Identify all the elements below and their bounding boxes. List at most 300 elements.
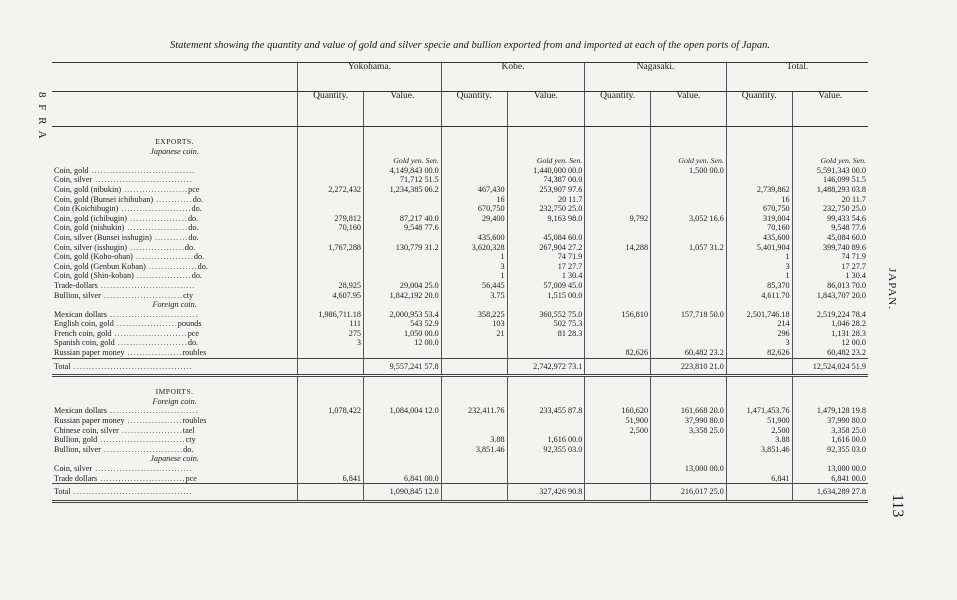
blank-cell bbox=[507, 300, 585, 310]
row-label-text: English coin, gold bbox=[54, 319, 114, 329]
quantity-cell bbox=[441, 175, 507, 185]
quantity-cell: 1,986,711.18 bbox=[298, 310, 364, 320]
row-label-text: Chinese coin, silver bbox=[54, 425, 119, 435]
table-row bbox=[52, 338, 868, 348]
quantity-cell bbox=[298, 426, 364, 436]
quantity-cell: 3,851.46 bbox=[441, 445, 507, 455]
row-unit: do. bbox=[191, 204, 202, 214]
value-cell: 1,050 00.0 bbox=[364, 329, 442, 339]
quantity-cell bbox=[585, 271, 651, 281]
blank-cell bbox=[298, 127, 364, 147]
value-cell: 13,000 00.0 bbox=[792, 464, 868, 474]
quantity-cell bbox=[585, 185, 651, 195]
quantity-cell bbox=[298, 195, 364, 205]
blank-cell bbox=[726, 156, 792, 166]
quantity-cell bbox=[441, 416, 507, 426]
value-cell bbox=[651, 262, 727, 272]
leader-dots: ........................ bbox=[111, 328, 188, 338]
quantity-header: Quantity. bbox=[441, 92, 507, 127]
value-cell: 216,017 25.0 bbox=[651, 484, 727, 502]
row-label bbox=[52, 166, 298, 176]
blank-cell bbox=[298, 454, 364, 464]
quantity-cell: 1 bbox=[441, 271, 507, 281]
leader-dots: ........... bbox=[151, 232, 189, 242]
value-cell: 37,990 80.0 bbox=[651, 416, 727, 426]
value-cell: 60,482 23.2 bbox=[792, 348, 868, 358]
row-label bbox=[52, 464, 298, 474]
unit-label: Gold yen. Sen. bbox=[507, 156, 585, 166]
row-label bbox=[52, 262, 298, 272]
table-row bbox=[52, 426, 868, 436]
row-label bbox=[52, 426, 298, 436]
quantity-cell bbox=[298, 204, 364, 214]
value-cell: 9,163 98.0 bbox=[507, 214, 585, 224]
value-cell: 157,718 50.0 bbox=[651, 310, 727, 320]
value-cell: 3,358 25.0 bbox=[651, 426, 727, 436]
value-cell: 12 00.0 bbox=[792, 338, 868, 348]
value-cell bbox=[507, 416, 585, 426]
quantity-cell bbox=[298, 252, 364, 262]
value-cell bbox=[364, 204, 442, 214]
blank-cell bbox=[651, 147, 727, 157]
row-label bbox=[52, 185, 298, 195]
row-unit: do. bbox=[197, 261, 208, 271]
row-unit: roubles bbox=[182, 416, 207, 426]
quantity-cell bbox=[585, 262, 651, 272]
quantity-cell: 3.88 bbox=[441, 435, 507, 445]
exports-foreign-coin-heading: Foreign coin. bbox=[152, 300, 197, 310]
quantity-cell bbox=[441, 484, 507, 502]
table-row bbox=[52, 175, 868, 185]
quantity-cell: 3 bbox=[298, 338, 364, 348]
value-cell bbox=[651, 252, 727, 262]
table-row bbox=[52, 319, 868, 329]
row-label-text: Coin (Koichibugin) bbox=[54, 204, 119, 214]
quantity-cell: 14,288 bbox=[585, 243, 651, 253]
value-cell bbox=[651, 474, 727, 484]
table-row bbox=[52, 310, 868, 320]
quantity-cell bbox=[585, 319, 651, 329]
value-cell bbox=[651, 281, 727, 291]
row-unit: do. bbox=[188, 232, 199, 242]
blank-cell bbox=[364, 376, 442, 397]
row-label-text: Coin, gold (nibukin) bbox=[54, 184, 122, 194]
blank-cell bbox=[298, 300, 364, 310]
value-cell bbox=[507, 348, 585, 358]
quantity-cell bbox=[726, 166, 792, 176]
quantity-cell: 3,620,328 bbox=[441, 243, 507, 253]
quantity-cell: 6,841 bbox=[298, 474, 364, 484]
quantity-cell: 29,400 bbox=[441, 214, 507, 224]
value-cell: 60,482 23.2 bbox=[651, 348, 727, 358]
row-label-text: Trade dollars bbox=[54, 473, 98, 483]
value-cell: 1,090,845 12.0 bbox=[364, 484, 442, 502]
value-cell bbox=[651, 329, 727, 339]
value-cell bbox=[507, 464, 585, 474]
table-row bbox=[52, 445, 868, 455]
value-cell: 5,591,343 00.0 bbox=[792, 166, 868, 176]
leader-dots: .................... bbox=[113, 319, 178, 329]
value-header: Value. bbox=[651, 92, 727, 127]
quantity-cell bbox=[585, 445, 651, 455]
row-label-text: Coin, silver bbox=[54, 175, 93, 185]
leader-dots: ....................................... bbox=[70, 487, 193, 497]
exports-total-row bbox=[52, 358, 868, 376]
quantity-header: Quantity. bbox=[585, 92, 651, 127]
blank-cell bbox=[507, 127, 585, 147]
row-label-text: Coin, gold (nishukin) bbox=[54, 223, 125, 233]
quantity-cell bbox=[585, 435, 651, 445]
leader-dots: ............................... bbox=[97, 280, 196, 290]
value-cell: 1 30.4 bbox=[792, 271, 868, 281]
value-header: Value. bbox=[364, 92, 442, 127]
value-cell bbox=[507, 474, 585, 484]
blank-cell bbox=[585, 300, 651, 310]
row-label-text: Spanish coin, gold bbox=[54, 338, 115, 348]
blank-cell bbox=[364, 397, 442, 407]
table-row bbox=[52, 185, 868, 195]
quantity-cell: 214 bbox=[726, 319, 792, 329]
quantity-cell bbox=[585, 252, 651, 262]
value-cell bbox=[364, 252, 442, 262]
leader-dots: ............................ bbox=[97, 435, 186, 445]
blank-cell bbox=[507, 147, 585, 157]
port-header-yokohama: Yokohama. bbox=[298, 63, 442, 92]
quantity-cell: 3.88 bbox=[726, 435, 792, 445]
quantity-cell bbox=[298, 166, 364, 176]
row-label-text: Russian paper money bbox=[54, 416, 125, 426]
blank-cell bbox=[441, 127, 507, 147]
value-cell: 57,009 45.0 bbox=[507, 281, 585, 291]
leader-dots: ............ bbox=[153, 194, 193, 204]
row-label bbox=[52, 214, 298, 224]
quantity-cell bbox=[585, 195, 651, 205]
quantity-cell: 156,810 bbox=[585, 310, 651, 320]
blank-cell bbox=[507, 454, 585, 464]
leader-dots: ................ bbox=[145, 261, 198, 271]
row-label-text: Coin, silver (Bunsei isshugin) bbox=[54, 232, 152, 242]
row-label-text: Coin, gold (ichibugin) bbox=[54, 213, 127, 223]
value-cell: 74,387 00.0 bbox=[507, 175, 585, 185]
value-cell: 130,779 31.2 bbox=[364, 243, 442, 253]
row-label bbox=[52, 243, 298, 253]
quantity-cell bbox=[585, 291, 651, 301]
quantity-cell bbox=[298, 271, 364, 281]
port-header-row bbox=[52, 63, 868, 92]
row-label-text: Coin, gold (Shin-koban) bbox=[54, 271, 134, 281]
value-cell: 232,750 25.0 bbox=[792, 204, 868, 214]
quantity-cell bbox=[585, 223, 651, 233]
leader-dots: ................... bbox=[127, 213, 188, 223]
table-row bbox=[52, 348, 868, 358]
value-cell: 3,358 25.0 bbox=[792, 426, 868, 436]
table-row bbox=[52, 406, 868, 416]
quantity-cell bbox=[298, 416, 364, 426]
quantity-cell bbox=[298, 348, 364, 358]
value-cell: 9,548 77.6 bbox=[364, 223, 442, 233]
leader-dots: ............................ bbox=[97, 473, 186, 483]
quantity-cell: 3 bbox=[726, 262, 792, 272]
row-label-text: Coin, gold bbox=[54, 165, 89, 175]
blank-cell bbox=[651, 127, 727, 147]
quantity-cell: 4,607.95 bbox=[298, 291, 364, 301]
table-row bbox=[52, 214, 868, 224]
row-label-text: Total bbox=[54, 487, 71, 497]
row-label bbox=[52, 195, 298, 205]
value-cell bbox=[651, 291, 727, 301]
blank-cell bbox=[792, 147, 868, 157]
quantity-cell bbox=[441, 358, 507, 376]
value-cell: 3,052 16.6 bbox=[651, 214, 727, 224]
blank-cell bbox=[507, 397, 585, 407]
blank-cell bbox=[298, 376, 364, 397]
value-cell: 2,000,953 53.4 bbox=[364, 310, 442, 320]
quantity-cell bbox=[441, 338, 507, 348]
table-row bbox=[52, 464, 868, 474]
quantity-cell: 16 bbox=[726, 195, 792, 205]
value-cell: 360,552 75.0 bbox=[507, 310, 585, 320]
row-label bbox=[52, 474, 298, 484]
row-unit: do. bbox=[191, 271, 202, 281]
value-cell: 17 27.7 bbox=[507, 262, 585, 272]
value-cell: 1,616 00.0 bbox=[792, 435, 868, 445]
quantity-cell bbox=[441, 223, 507, 233]
value-cell: 29,004 25.0 bbox=[364, 281, 442, 291]
quantity-cell: 2,272,432 bbox=[298, 185, 364, 195]
row-label bbox=[52, 319, 298, 329]
leader-dots: .................... bbox=[124, 223, 189, 233]
row-unit: do. bbox=[187, 213, 199, 223]
quantity-cell: 82,626 bbox=[726, 348, 792, 358]
value-cell: 12,524,024 51.9 bbox=[792, 358, 868, 376]
row-unit: do. bbox=[188, 223, 199, 233]
row-unit: do. bbox=[192, 194, 203, 204]
quantity-cell: 5,401,904 bbox=[726, 243, 792, 253]
label-header-blank bbox=[52, 63, 298, 92]
blank-cell bbox=[651, 376, 727, 397]
row-label-text: Coin, gold (Genbun Koban) bbox=[54, 261, 146, 271]
table-row bbox=[52, 281, 868, 291]
value-cell: 1,500 00.0 bbox=[651, 166, 727, 176]
table-row bbox=[52, 243, 868, 253]
value-cell: 223,810 21.0 bbox=[651, 358, 727, 376]
value-cell bbox=[364, 195, 442, 205]
value-cell: 20 11.7 bbox=[792, 195, 868, 205]
leader-dots: ................... bbox=[132, 252, 194, 262]
quantity-cell: 9,792 bbox=[585, 214, 651, 224]
value-cell bbox=[364, 233, 442, 243]
row-label bbox=[52, 435, 298, 445]
row-unit: roubles bbox=[182, 348, 207, 358]
blank-cell bbox=[585, 147, 651, 157]
quantity-cell: 51,900 bbox=[585, 416, 651, 426]
table-row bbox=[52, 271, 868, 281]
row-label bbox=[52, 358, 298, 376]
blank-cell bbox=[726, 454, 792, 464]
quantity-cell bbox=[298, 233, 364, 243]
value-cell bbox=[507, 338, 585, 348]
value-cell bbox=[364, 464, 442, 474]
table-row bbox=[52, 233, 868, 243]
quantity-cell bbox=[298, 484, 364, 502]
leader-dots: ................................ bbox=[92, 175, 193, 185]
value-cell: 92,355 03.0 bbox=[507, 445, 585, 455]
row-label-text: Coin, gold (Bunsei ichibuban) bbox=[54, 194, 154, 204]
value-cell bbox=[364, 262, 442, 272]
row-label-text: Russian paper money bbox=[54, 348, 125, 358]
blank-cell bbox=[726, 127, 792, 147]
blank-cell bbox=[364, 127, 442, 147]
quantity-cell: 82,626 bbox=[585, 348, 651, 358]
value-cell: 87,217 40.0 bbox=[364, 214, 442, 224]
quantity-cell bbox=[441, 166, 507, 176]
leader-dots: ............................. bbox=[106, 309, 199, 319]
quantity-cell bbox=[585, 166, 651, 176]
leader-dots: ....................................... bbox=[70, 361, 193, 371]
imports-heading: IMPORTS. bbox=[155, 387, 194, 397]
row-label bbox=[52, 348, 298, 358]
imports-foreign-coin-heading-row bbox=[52, 397, 868, 407]
row-label-text: Coin, silver bbox=[54, 464, 93, 473]
blank-cell bbox=[792, 376, 868, 397]
quantity-cell bbox=[726, 484, 792, 502]
unit-label: Gold yen. Sen. bbox=[651, 156, 727, 166]
value-cell bbox=[364, 271, 442, 281]
quantity-cell bbox=[298, 358, 364, 376]
leader-dots: .................. bbox=[124, 416, 183, 426]
value-cell: 4,149,843 00.0 bbox=[364, 166, 442, 176]
row-label bbox=[52, 291, 298, 301]
leader-dots: ................................ bbox=[92, 464, 193, 473]
row-unit: tael bbox=[182, 425, 195, 435]
value-cell: 1,234,385 06.2 bbox=[364, 185, 442, 195]
row-label-text: Bullion, gold bbox=[54, 435, 98, 445]
blank-cell bbox=[585, 397, 651, 407]
page-number: 113 bbox=[889, 494, 906, 518]
value-cell bbox=[651, 435, 727, 445]
blank-cell bbox=[441, 300, 507, 310]
quantity-cell bbox=[585, 338, 651, 348]
row-label bbox=[52, 223, 298, 233]
quantity-header: Quantity. bbox=[726, 92, 792, 127]
blank-cell bbox=[441, 147, 507, 157]
blank-cell bbox=[792, 397, 868, 407]
quantity-cell bbox=[585, 281, 651, 291]
value-cell: 12 00.0 bbox=[364, 338, 442, 348]
quantity-cell bbox=[585, 358, 651, 376]
row-label-text: French coin, gold bbox=[54, 328, 112, 338]
value-cell bbox=[364, 445, 442, 455]
row-label bbox=[52, 416, 298, 426]
quantity-cell: 51,900 bbox=[726, 416, 792, 426]
blank-cell bbox=[651, 454, 727, 464]
quantity-cell bbox=[726, 358, 792, 376]
table-row bbox=[52, 474, 868, 484]
value-cell bbox=[651, 195, 727, 205]
imports-total-row bbox=[52, 484, 868, 502]
value-cell: 86,013 70.0 bbox=[792, 281, 868, 291]
quantity-cell bbox=[298, 435, 364, 445]
column-header-row bbox=[52, 92, 868, 127]
quantity-cell bbox=[585, 233, 651, 243]
quantity-cell: 1 bbox=[726, 252, 792, 262]
exports-heading: EXPORTS. bbox=[155, 137, 194, 146]
table-row bbox=[52, 195, 868, 205]
quantity-cell: 4,611.70 bbox=[726, 291, 792, 301]
quantity-cell: 1 bbox=[441, 252, 507, 262]
blank-cell bbox=[585, 127, 651, 147]
value-cell bbox=[651, 223, 727, 233]
blank-cell bbox=[507, 376, 585, 397]
quantity-cell: 2,739,862 bbox=[726, 185, 792, 195]
row-unit: pce bbox=[188, 184, 200, 194]
blank-cell bbox=[651, 300, 727, 310]
running-head-japan: JAPAN. bbox=[886, 268, 898, 310]
quantity-cell: 435,600 bbox=[441, 233, 507, 243]
row-unit: pce bbox=[185, 473, 197, 483]
imports-heading-row bbox=[52, 376, 868, 397]
value-cell: 399,740 89.6 bbox=[792, 243, 868, 253]
value-cell: 6,841 00.0 bbox=[792, 474, 868, 484]
value-cell: 543 52.9 bbox=[364, 319, 442, 329]
quantity-cell: 670,750 bbox=[726, 204, 792, 214]
value-cell bbox=[651, 319, 727, 329]
value-cell bbox=[507, 223, 585, 233]
row-label-text: Coin, silver (isshugin) bbox=[54, 242, 128, 252]
value-cell: 327,426 90.8 bbox=[507, 484, 585, 502]
blank-cell bbox=[792, 454, 868, 464]
value-cell: 2,519,224 78.4 bbox=[792, 310, 868, 320]
imports-japanese-coin-heading: Japanese coin. bbox=[150, 454, 199, 464]
value-cell: 92,355 03.0 bbox=[792, 445, 868, 455]
row-label bbox=[52, 233, 298, 243]
row-label-text: Total bbox=[54, 361, 71, 371]
row-label bbox=[52, 252, 298, 262]
quantity-cell: 6,841 bbox=[726, 474, 792, 484]
row-unit: cty bbox=[183, 290, 194, 300]
blank-cell bbox=[298, 156, 364, 166]
quantity-cell: 16 bbox=[441, 195, 507, 205]
value-cell bbox=[507, 426, 585, 436]
value-cell: 1,634,289 27.8 bbox=[792, 484, 868, 502]
quantity-cell: 2,500 bbox=[585, 426, 651, 436]
value-cell: 45,084 60.0 bbox=[792, 233, 868, 243]
quantity-cell: 103 bbox=[441, 319, 507, 329]
quantity-cell: 319,004 bbox=[726, 214, 792, 224]
blank-cell bbox=[726, 147, 792, 157]
unit-row bbox=[52, 156, 868, 166]
quantity-cell: 85,370 bbox=[726, 281, 792, 291]
row-label bbox=[52, 406, 298, 416]
blank-cell bbox=[585, 454, 651, 464]
blank-cell bbox=[441, 397, 507, 407]
value-cell: 502 75.3 bbox=[507, 319, 585, 329]
value-cell: 1,488,293 03.8 bbox=[792, 185, 868, 195]
quantity-cell: 3.75 bbox=[441, 291, 507, 301]
statement-table bbox=[52, 62, 868, 503]
row-label bbox=[52, 445, 298, 455]
table-row bbox=[52, 223, 868, 233]
blank-cell bbox=[726, 300, 792, 310]
row-unit: pce bbox=[187, 328, 200, 338]
quantity-cell bbox=[585, 204, 651, 214]
value-cell: 1,616 00.0 bbox=[507, 435, 585, 445]
quantity-cell: 3 bbox=[441, 262, 507, 272]
row-label-text: Coin, gold (Koho-oban) bbox=[54, 252, 133, 262]
quantity-cell: 1,078,422 bbox=[298, 406, 364, 416]
value-cell: 1,842,192 20.0 bbox=[364, 291, 442, 301]
quantity-cell: 111 bbox=[298, 319, 364, 329]
